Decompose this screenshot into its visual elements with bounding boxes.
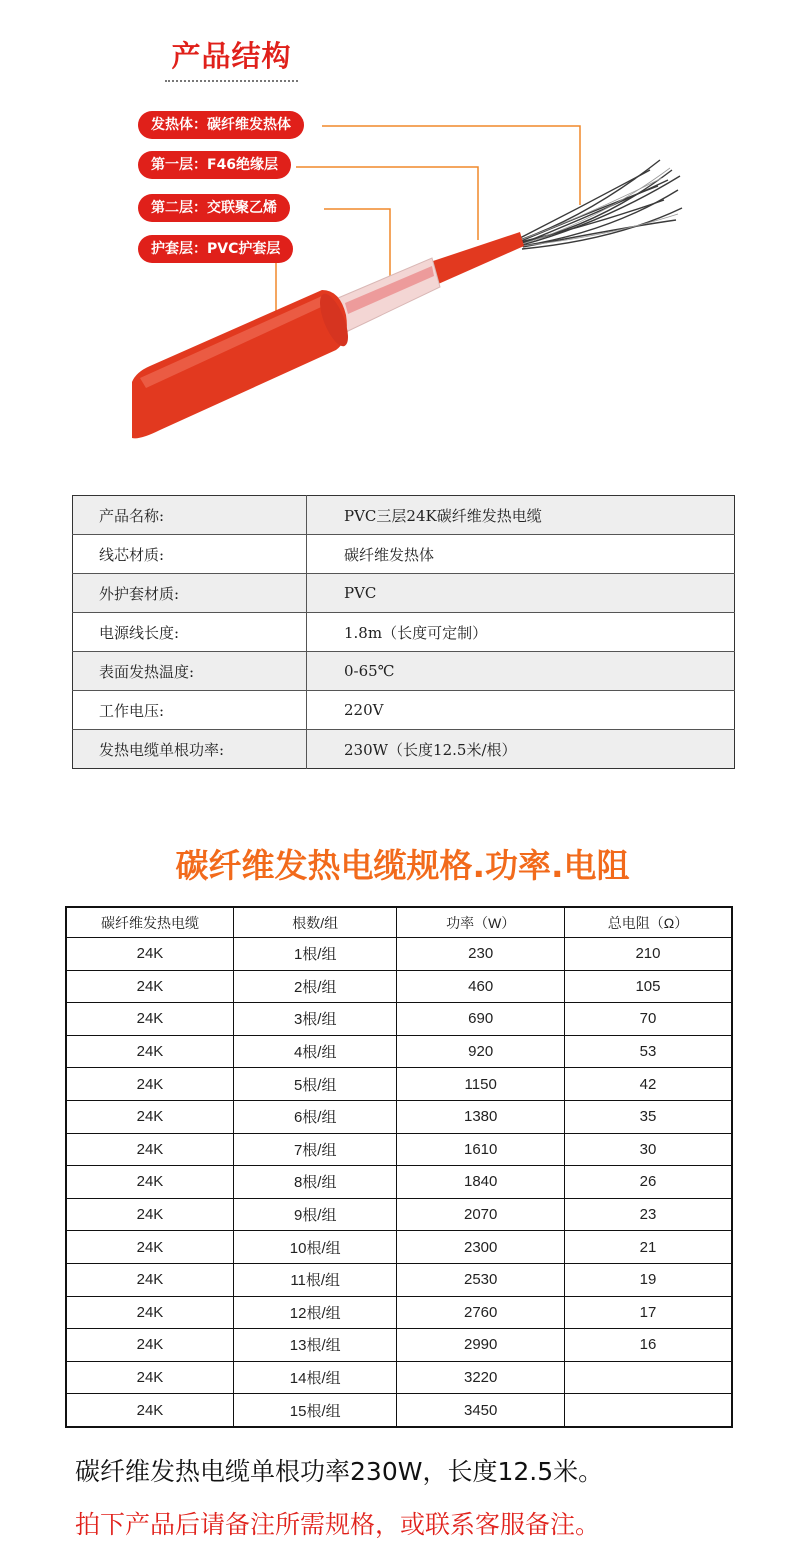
cell-count: 14根/组: [233, 1361, 396, 1394]
cell-count: 1根/组: [233, 938, 396, 971]
spec-table: [72, 495, 735, 769]
cell-power: 2530: [397, 1263, 565, 1296]
spec-row: [73, 574, 735, 613]
table-row: [66, 970, 732, 1003]
cell-count: 2根/组: [233, 970, 396, 1003]
table-row: [66, 1035, 732, 1068]
cell-power: 2300: [397, 1231, 565, 1264]
section-title-structure: 产品结构: [171, 39, 292, 73]
cell-count: 10根/组: [233, 1231, 396, 1264]
spec-row: [73, 730, 735, 769]
cell-power: 920: [397, 1035, 565, 1068]
cell-cable: 24K: [66, 970, 233, 1003]
table-row: [66, 1166, 732, 1199]
cell-resistance: 19: [564, 1263, 732, 1296]
cell-count: 13根/组: [233, 1329, 396, 1362]
f46-layer: [430, 232, 524, 285]
leader-line-layer2: [324, 209, 390, 282]
cell-count: 11根/组: [233, 1263, 396, 1296]
cell-power: 1610: [397, 1133, 565, 1166]
cell-cable: 24K: [66, 1133, 233, 1166]
header-count: 根数/组: [233, 907, 396, 938]
table-row: [66, 1003, 732, 1036]
cell-resistance: 53: [564, 1035, 732, 1068]
cell-count: 6根/组: [233, 1100, 396, 1133]
spec-row: [73, 652, 735, 691]
pvc-jacket: [132, 290, 347, 438]
cell-power: 1840: [397, 1166, 565, 1199]
cell-power: 2760: [397, 1296, 565, 1329]
spec-row: [73, 535, 735, 574]
cell-power: 3450: [397, 1394, 565, 1427]
cell-cable: 24K: [66, 1394, 233, 1427]
spec-row: [73, 496, 735, 535]
cell-count: 9根/组: [233, 1198, 396, 1231]
cell-resistance: [564, 1361, 732, 1394]
cell-cable: 24K: [66, 1361, 233, 1394]
spec-row: [73, 691, 735, 730]
section-title-specs: 碳纤维发热电缆规格.功率.电阻: [175, 846, 630, 885]
cell-resistance: [564, 1394, 732, 1427]
table-row: [66, 1198, 732, 1231]
cell-cable: 24K: [66, 1035, 233, 1068]
table-row: [66, 938, 732, 971]
cell-cable: 24K: [66, 938, 233, 971]
spec-key: 外护套材质:: [73, 574, 307, 613]
cell-count: 7根/组: [233, 1133, 396, 1166]
leader-line-core: [322, 126, 580, 205]
cell-cable: 24K: [66, 1003, 233, 1036]
cell-cable: 24K: [66, 1263, 233, 1296]
table-row: [66, 1296, 732, 1329]
cell-cable: 24K: [66, 1231, 233, 1264]
cell-cable: 24K: [66, 1198, 233, 1231]
cell-resistance: 42: [564, 1068, 732, 1101]
cell-cable: 24K: [66, 1296, 233, 1329]
cell-count: 4根/组: [233, 1035, 396, 1068]
spec-key: 表面发热温度:: [73, 652, 307, 691]
cell-resistance: 17: [564, 1296, 732, 1329]
spec-value: PVC三层24K碳纤维发热电缆: [307, 496, 735, 535]
cell-resistance: 23: [564, 1198, 732, 1231]
spec-key: 发热电缆单根功率:: [73, 730, 307, 769]
table-row: [66, 1133, 732, 1166]
note-power: 碳纤维发热电缆单根功率230W，长度12.5米。: [75, 1457, 604, 1486]
cell-cable: 24K: [66, 1100, 233, 1133]
carbon-fiber-strands: [520, 160, 682, 249]
spec-value: 0-65℃: [307, 652, 735, 691]
spec-row: [73, 613, 735, 652]
cable-illustration: [0, 0, 805, 470]
cell-count: 12根/组: [233, 1296, 396, 1329]
power-resistance-table: [65, 906, 733, 1428]
label-layer1: 第一层：F46绝缘层: [138, 151, 291, 179]
table-row: [66, 1263, 732, 1296]
header-cable: 碳纤维发热电缆: [66, 907, 233, 938]
spec-key: 电源线长度:: [73, 613, 307, 652]
spec-key: 产品名称:: [73, 496, 307, 535]
table-row: [66, 1100, 732, 1133]
cell-count: 3根/组: [233, 1003, 396, 1036]
spec-key: 工作电压:: [73, 691, 307, 730]
cell-count: 5根/组: [233, 1068, 396, 1101]
spec-value: 230W（长度12.5米/根）: [307, 730, 735, 769]
cell-resistance: 35: [564, 1100, 732, 1133]
cell-resistance: 105: [564, 970, 732, 1003]
table-row: [66, 1394, 732, 1427]
cell-power: 460: [397, 970, 565, 1003]
cell-resistance: 26: [564, 1166, 732, 1199]
label-core: 发热体：碳纤维发热体: [138, 111, 304, 139]
cell-resistance: 16: [564, 1329, 732, 1362]
spec-value: 碳纤维发热体: [307, 535, 735, 574]
spec-value: 1.8m（长度可定制）: [307, 613, 735, 652]
header-power: 功率（W）: [397, 907, 565, 938]
table-row: [66, 1068, 732, 1101]
spec-key: 线芯材质:: [73, 535, 307, 574]
cell-resistance: 21: [564, 1231, 732, 1264]
cell-cable: 24K: [66, 1068, 233, 1101]
spec-value: 220V: [307, 691, 735, 730]
cell-resistance: 210: [564, 938, 732, 971]
cell-power: 1150: [397, 1068, 565, 1101]
label-jacket: 护套层：PVC护套层: [138, 235, 293, 263]
cell-count: 8根/组: [233, 1166, 396, 1199]
cell-cable: 24K: [66, 1329, 233, 1362]
header-resistance: 总电阻（Ω）: [564, 907, 732, 938]
cell-power: 1380: [397, 1100, 565, 1133]
cell-power: 2990: [397, 1329, 565, 1362]
table-row: [66, 1329, 732, 1362]
table-header-row: [66, 907, 732, 938]
leader-line-layer1: [296, 167, 478, 240]
spec-value: PVC: [307, 574, 735, 613]
cell-power: 690: [397, 1003, 565, 1036]
note-order: 拍下产品后请备注所需规格，或联系客服备注。: [75, 1510, 601, 1539]
label-layer2: 第二层：交联聚乙烯: [138, 194, 290, 222]
table-row: [66, 1231, 732, 1264]
cell-power: 3220: [397, 1361, 565, 1394]
cell-resistance: 70: [564, 1003, 732, 1036]
cell-resistance: 30: [564, 1133, 732, 1166]
cell-power: 2070: [397, 1198, 565, 1231]
cell-count: 15根/组: [233, 1394, 396, 1427]
cell-power: 230: [397, 938, 565, 971]
table-row: [66, 1361, 732, 1394]
cell-cable: 24K: [66, 1166, 233, 1199]
